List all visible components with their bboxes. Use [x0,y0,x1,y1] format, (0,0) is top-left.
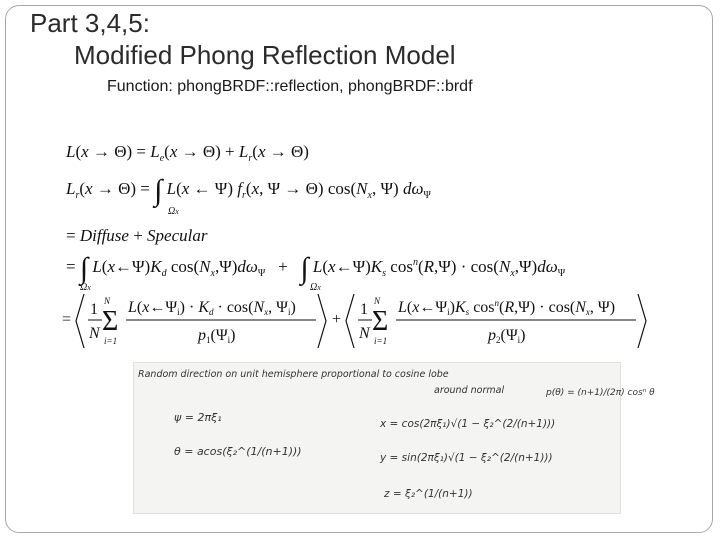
reflected-radiance-equation: $L_r(x \to \Theta)$ = ∫ L(x ← Ψ) $f_r(x$, Ψ → Θ) $\cos(N_x$, Ψ) $d\omega_\Psi$ [66,174,431,207]
handwritten-note-image [133,362,655,514]
svg-text:N: N [359,325,370,342]
handwritten-theta: θ = acos(ξ₂^(1/(n+1))) [174,445,302,458]
svg-text:1: 1 [360,301,368,318]
integral-domain-label-1: Ωx [80,282,91,293]
svg-text:i=1: i=1 [374,336,388,346]
svg-text:p1(Ψi): p1(Ψi) [198,327,236,345]
svg-text:p2(Ψi): p2(Ψi) [488,327,526,345]
svg-text:N: N [89,325,100,342]
slide-title-line1: Part 3,4,5: [30,8,150,38]
diffuse-specular-equation: = Diffuse + Specular [66,226,208,245]
handwritten-z: z = ξ₂^(1/(n+1)) [384,488,473,500]
integral-domain-label-2: Ωx [310,282,321,293]
rendering-equation: $L(x \to \Theta) = L_e(x \to \Theta) + L_r(x \to \Theta)$ [66,142,309,164]
handwritten-psi: ψ = 2πξ₁ [174,411,222,424]
handwritten-line1: Random direction on unit hemisphere proportional to cosine lobe [138,369,449,380]
slide-subtitle: Function: phongBRDF::reflection, phongBRDF::brdf [107,78,473,95]
svg-text:Σ: Σ [102,306,119,337]
handwritten-pdf: p(θ) = (n+1)/(2π) cosⁿ θ [546,388,655,398]
svg-text:=: = [62,311,72,328]
svg-text:N: N [374,296,381,306]
monte-carlo-estimator-equation [62,290,647,352]
svg-text:Σ: Σ [372,306,389,337]
slide-title-line2: Modified Phong Reflection Model [74,40,456,70]
svg-text:1: 1 [90,301,98,318]
svg-text:+: + [332,311,342,328]
svg-text:N: N [104,296,111,306]
split-integral-equation: = ∫ $L(x\leftarrow\Psi)K_d$ $\cos(N_x,\Psi)d\omega_\Psi$ + ∫ $L(x\leftarrow\Psi)K_s$ $\cos^n(R,\Psi) \cdot \cos(N_x,\Psi)d\omega_\Psi$ [66,252,566,285]
svg-text:L(x←Ψi)Ks cosn(R,Ψ) · cos(Nx,: L(x←Ψi)Ks $\cos^n(R,\Psi) \cdot \cos(Nx$, Ψ) [398,298,616,317]
handwritten-x: x = cos(2πξ₁)√(1 − ξ₂^(2/(n+1))) [380,418,556,430]
integral-domain-label: Ωx [168,206,179,217]
handwritten-y: y = sin(2πξ₁)√(1 − ξ₂^(2/(n+1))) [380,452,553,464]
handwritten-line2: around normal [434,385,505,396]
svg-text:i=1: i=1 [104,336,118,346]
handwritten-notes [134,363,655,513]
svg-text:L(x←Ψi) · Kd · cos(Nx, Ψi): L(x←Ψi) · Kd · cos(Nx, Ψi) [128,299,296,317]
